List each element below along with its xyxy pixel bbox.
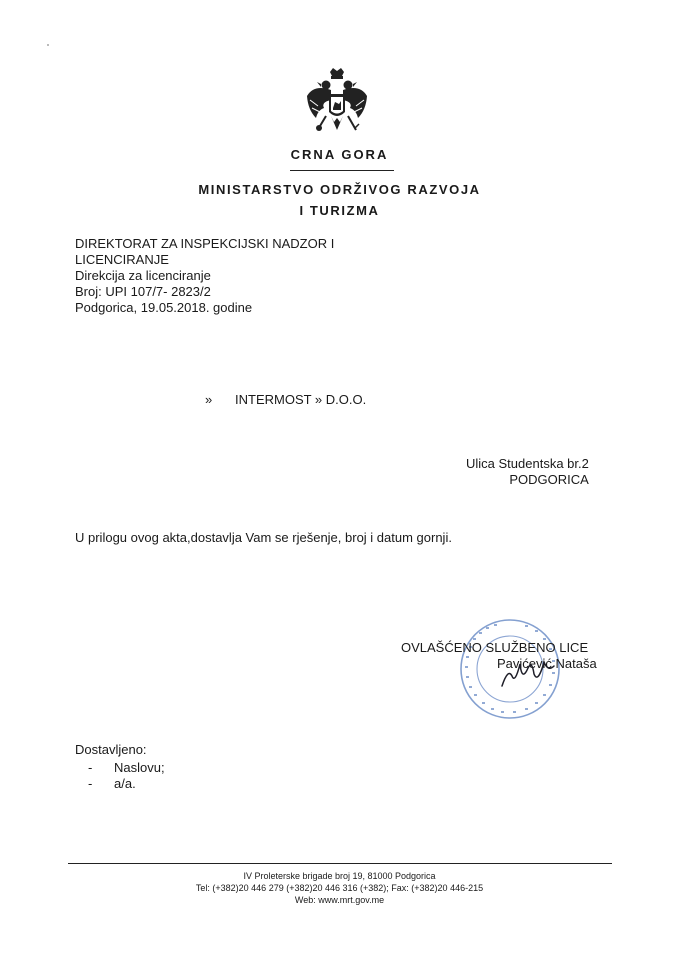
recipient-name-line (205, 392, 366, 407)
delivery-list-block (75, 742, 165, 792)
delivery-item (75, 760, 165, 776)
directorate-line-1: DIREKTORAT ZA INSPEKCIJSKI NADZOR I (75, 236, 335, 251)
country-name: CRNA GORA (290, 147, 389, 162)
delivery-list (75, 760, 165, 792)
coat-of-arms-icon (304, 66, 370, 146)
footer-contacts: Tel: (+382)20 446 279 (+382)20 446 316 (+382); Fax: (+382)20 446-215 (195, 883, 484, 893)
place-and-date: Podgorica, 19.05.2018. godine (75, 300, 253, 315)
delivery-item-label: Naslovu; (114, 760, 165, 775)
header-divider (290, 170, 394, 171)
division-name: Direkcija za licenciranje (75, 268, 211, 283)
ministry-line-2: I TURIZMA (299, 203, 380, 218)
recipient-address (466, 456, 589, 488)
directorate-line-2: LICENCIRANJE (75, 252, 169, 267)
delivery-item-label: a/a. (114, 776, 136, 791)
scan-speck (47, 44, 49, 46)
recipient-name: INTERMOST » D.O.O. (235, 392, 367, 407)
address-city: PODGORICA (509, 472, 589, 487)
recipient-open-quote: » (205, 392, 213, 407)
ministry-line-1: MINISTARSTVO ODRŽIVOG RAZVOJA (198, 182, 481, 197)
footer (0, 870, 679, 906)
address-street: Ulica Studentska br.2 (466, 456, 589, 471)
footer-web: Web: www.mrt.gov.me (294, 895, 385, 905)
footer-divider (68, 863, 612, 864)
document-number: Broj: UPI 107/7- 2823/2 (75, 284, 211, 299)
delivery-dash: - (88, 776, 93, 791)
signature-icon (498, 654, 558, 694)
delivery-dash: - (88, 760, 93, 775)
delivery-item (75, 776, 165, 792)
letter-body: U prilogu ovog akta,dostavlja Vam se rješenje, broj i datum gornji. (75, 530, 452, 545)
delivery-heading: Dostavljeno: (75, 742, 147, 757)
issuer-block (75, 236, 334, 316)
footer-address: IV Proleterske brigade broj 19, 81000 Podgorica (243, 871, 436, 881)
signatory-title: OVLAŠĆENO SLUŽBENO LICE (401, 640, 589, 655)
ministry-name (0, 179, 679, 221)
signatory-name: Pavićević Nataša (497, 656, 597, 671)
